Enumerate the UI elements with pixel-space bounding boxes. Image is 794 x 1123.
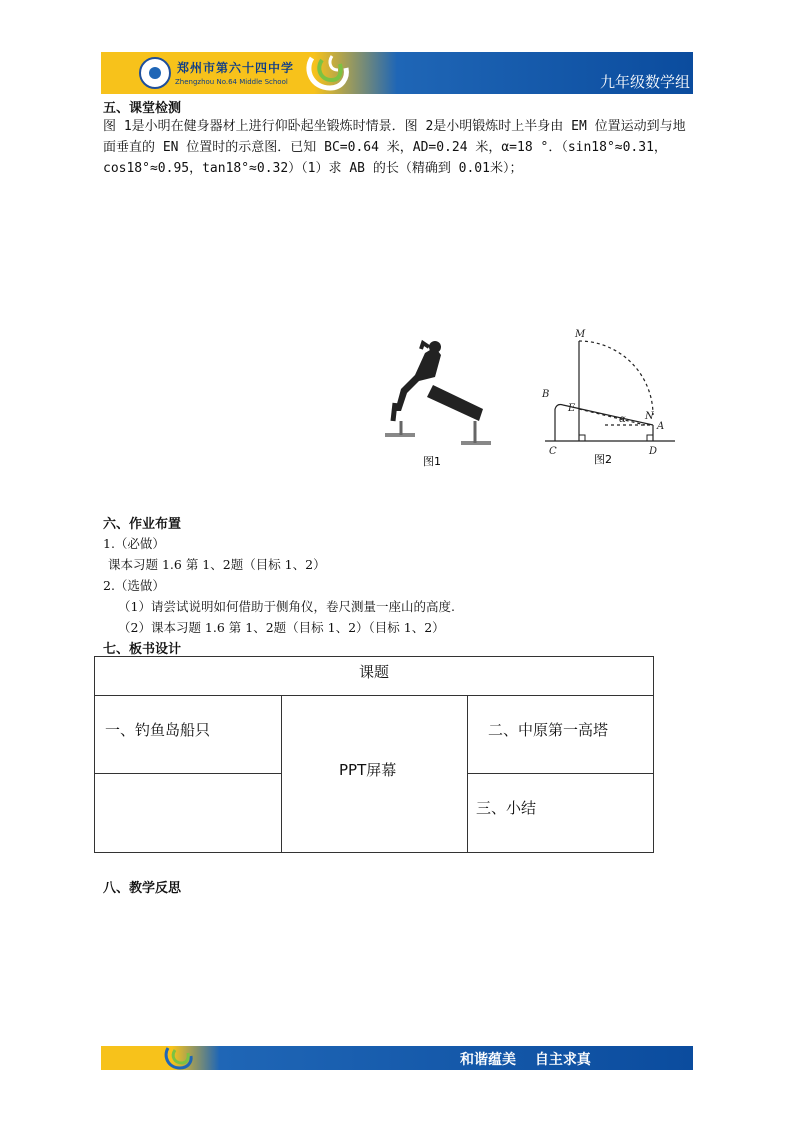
section8-title: 八、教学反思 xyxy=(103,881,182,896)
table-col-divider xyxy=(281,695,282,853)
footer-motto: 和谐蕴美 自主求真 xyxy=(460,1052,591,1068)
footer-swirl-icon xyxy=(162,1044,198,1072)
swirl-logo-icon xyxy=(302,50,356,94)
table-row-divider xyxy=(95,695,653,696)
homework-item2-sub2: （2）课本习题 1.6 第 1、2题（目标 1、2）（目标 1、2） xyxy=(118,620,445,635)
label-c: C xyxy=(549,446,557,457)
school-name: 郑州市第六十四中学 xyxy=(177,61,295,75)
exercise-bench-illustration xyxy=(385,341,491,443)
figures-svg xyxy=(375,325,685,470)
label-d: D xyxy=(649,446,658,457)
label-m: M xyxy=(575,329,586,340)
table-col-divider xyxy=(467,695,468,853)
label-b: B xyxy=(542,389,550,400)
label-a: A xyxy=(657,421,665,432)
fig1-caption: 图1 xyxy=(423,455,441,468)
label-e: E xyxy=(568,403,576,414)
problem-text: 图 1是小明在健身器材上进行仰卧起坐锻炼时情景．图 2是小明锻炼时上半身由 EM 位置运动到与地面垂直的 EN 位置时的示意图．已知 BC=0.64 米，AD=0.24 米，α=18 °．（sin18°≈0.31，cos18°≈0.95，tan18°≈0.32）（1）求 AB 的长（精确到 0.01米）； xyxy=(103,119,686,176)
table-cell-divider xyxy=(467,773,653,774)
label-alpha: α xyxy=(619,414,626,425)
board-header: 课题 xyxy=(359,663,390,681)
school-logo-icon xyxy=(139,57,171,89)
homework-item2: 2.（选做） xyxy=(103,578,165,593)
label-n: N xyxy=(645,411,654,422)
section5-title: 五、课堂检测 xyxy=(103,101,182,116)
group-name: 九年级数学组 xyxy=(599,73,690,91)
board-right-bottom: 三、小结 xyxy=(476,799,537,817)
fig2-caption: 图2 xyxy=(594,453,612,466)
section6-title: 六、作业布置 xyxy=(103,517,182,532)
board-design-table xyxy=(94,656,654,853)
board-center: PPT屏幕 xyxy=(339,761,397,779)
geometry-diagram xyxy=(545,341,675,441)
board-left-top: 一、钓鱼岛船只 xyxy=(105,721,211,739)
homework-item2-sub1: （1）请尝试说明如何借助于侧角仪，卷尺测量一座山的高度. xyxy=(118,599,455,614)
homework-item1-detail: 课本习题 1.6 第 1、2题（目标 1、2） xyxy=(108,557,326,572)
figure-area xyxy=(375,325,685,470)
section7-title: 七、板书设计 xyxy=(103,642,182,657)
school-name-en: Zhengzhou No.64 Middle School xyxy=(175,78,288,86)
homework-item1: 1.（必做） xyxy=(103,536,165,551)
board-right-top: 二、中原第一高塔 xyxy=(488,721,609,739)
table-cell-divider xyxy=(95,773,281,774)
